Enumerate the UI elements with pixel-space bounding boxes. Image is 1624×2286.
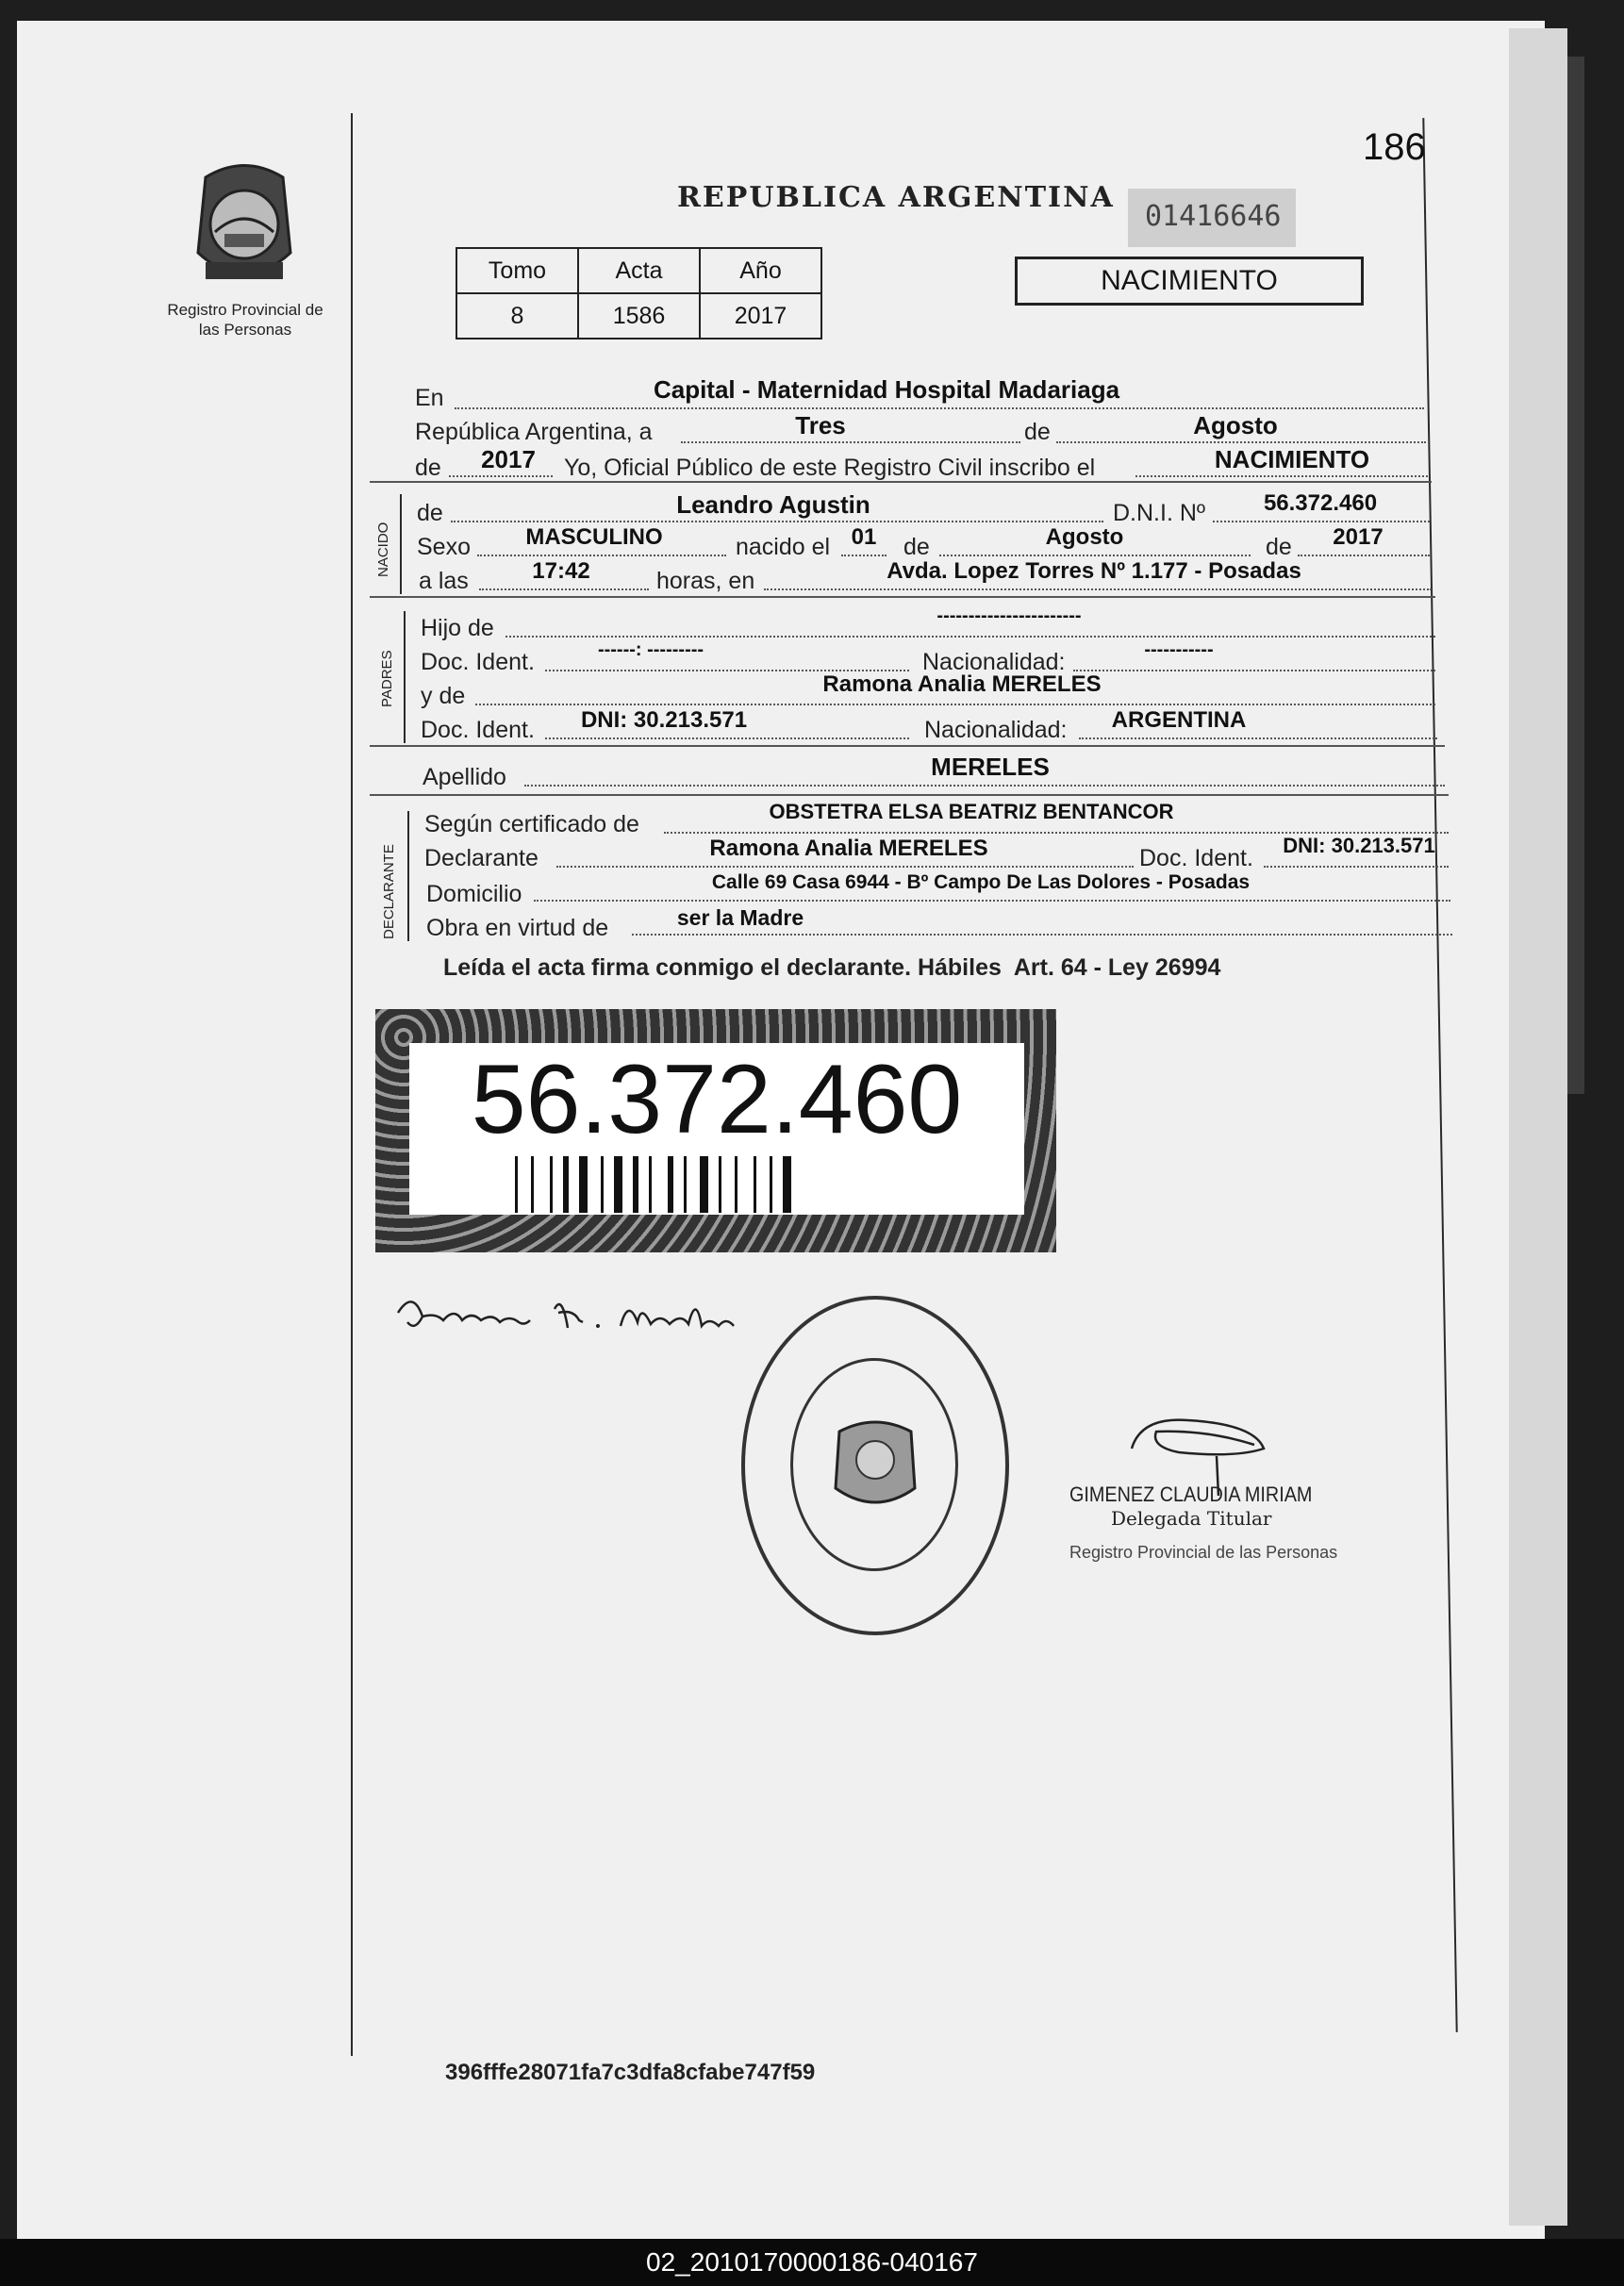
dotted-line [451,521,1103,522]
label-declarante: Declarante [424,845,539,871]
label-segun: Según certificado de [424,811,639,837]
label-obra: Obra en virtud de [426,915,609,941]
barcode-bar [684,1156,687,1213]
table-header-acta: Acta [578,248,700,293]
section-bar-declarante [407,811,409,941]
birth-place-value: Avda. Lopez Torres Nº 1.177 - Posadas [887,558,1301,584]
dotted-line [1079,737,1437,739]
barcode-bar [735,1156,737,1213]
country-title: REPUBLICA ARGENTINA [677,181,1115,214]
father-name-value: ----------------------- [936,605,1082,626]
dotted-line [632,934,1452,936]
label-hijo-de: Hijo de [421,615,494,641]
barcode-bar [633,1156,638,1213]
label-horas-en: horas, en [656,568,755,594]
page-edge-shadow [1567,57,1584,1094]
province-logo [177,158,311,292]
serial-number: 01416646 [1145,200,1282,233]
label-domicilio: Domicilio [426,881,522,907]
barcode-bar [563,1156,569,1213]
place-value: Capital - Maternidad Hospital Madariaga [653,375,1120,404]
table-header-ano: Año [700,248,821,293]
barcode-sticker [375,1009,1056,1252]
barcode-bar [531,1156,534,1213]
year-value: 2017 [481,445,536,473]
margin-rule [351,113,353,2056]
document-hash: 396fffe28071fa7c3dfa8cfabe747f59 [445,2060,816,2085]
dotted-line [681,441,1020,443]
section-divider [370,481,1432,483]
section-divider [370,596,1435,598]
label-dni: D.N.I. Nº [1113,500,1206,526]
dotted-line [1056,441,1426,443]
label-declarant-doc: Doc. Ident. [1139,845,1253,871]
doc-type-box [1015,257,1364,306]
address-value: Calle 69 Casa 6944 - Bº Campo De Las Dolores - Posadas [711,871,1251,893]
label-sexo: Sexo [417,534,471,560]
label-apellido: Apellido [423,764,506,790]
serial-stamp [1128,189,1296,247]
table-value-acta: 1586 [578,293,700,339]
table-header-tomo: Tomo [456,248,578,293]
tomo-acta-ano-table [456,247,822,340]
dotted-line [475,704,1435,705]
label-de-name: de [417,500,443,526]
dotted-line [479,588,649,590]
label-de-bmonth: de [903,534,930,560]
label-y-de: y de [421,683,466,709]
barcode-bar [614,1156,622,1213]
label-en: En [415,385,444,411]
dotted-line [1213,521,1430,522]
section-bar-nacido [400,494,402,594]
label-de-byear: de [1266,534,1292,560]
barcode-bar [668,1156,673,1213]
mother-name-value: Ramona Analia MERELES [822,671,1102,697]
dotted-line [1135,475,1428,477]
barcode-bar [579,1156,588,1213]
official-office: Registro Provincial de las Personas [1069,1543,1338,1562]
page-edge [1509,28,1567,2226]
dotted-line [545,737,909,739]
section-label-nacido: NACIDO [375,522,391,577]
declarant-signature [394,1284,743,1360]
declarant-value: Ramona Analia MERELES [709,836,988,861]
table-value-ano: 2017 [700,293,821,339]
label-de-year: de [415,455,441,481]
barcode-label [409,1043,1024,1215]
barcode-bar [649,1156,652,1213]
barcode-bar [550,1156,553,1213]
month-value: Agosto [1193,411,1278,439]
label-de-month: de [1024,419,1051,445]
dotted-line [1264,866,1449,868]
table-value-tomo: 8 [456,293,578,339]
label-yo: Yo, Oficial Público de este Registro Civil inscribo el [564,455,1096,481]
dotted-line [524,785,1445,787]
dotted-line [449,475,553,477]
official-title: Delegada Titular [1111,1507,1272,1530]
official-name: GIMENEZ CLAUDIA MIRIAM [1069,1483,1313,1506]
mother-doc-value: DNI: 30.213.571 [580,707,748,733]
barcode-bar [754,1156,756,1213]
dotted-line [841,555,887,556]
footer-filename: 02_2010170000186-040167 [646,2247,978,2277]
dotted-line [556,866,1134,868]
label-father-doc: Doc. Ident. [421,649,535,675]
label-mother-nat: Nacionalidad: [924,717,1068,743]
section-label-declarante: DECLARANTE [381,844,397,939]
birth-month-value: Agosto [1045,524,1124,550]
barcode-bar [770,1156,772,1213]
footer-filename-bar [0,2239,1624,2286]
birth-day-value: 01 [851,524,877,550]
barcode-number: 56.372.460 [471,1045,963,1154]
surname-value: MERELES [931,753,1050,781]
mother-nat-value: ARGENTINA [1111,707,1247,733]
section-divider [370,794,1449,796]
official-stamp [741,1296,1009,1635]
time-value: 17:42 [532,558,590,584]
father-nat-value: ----------- [1144,639,1214,660]
label-a-las: a las [419,568,469,594]
section-label-padres: PADRES [379,650,395,707]
label-republica: República Argentina, a [415,419,653,445]
closing-text: Leída el acta firma conmigo el declarante. Hábiles Art. 64 - Ley 26994 [443,954,1221,981]
label-nacido-el: nacido el [736,534,831,560]
dni-value: 56.372.460 [1263,490,1378,516]
dotted-line [1298,555,1430,556]
dotted-line [534,900,1450,902]
barcode-bar [601,1156,604,1213]
name-value: Leandro Agustin [676,490,870,519]
label-mother-doc: Doc. Ident. [421,717,535,743]
day-value: Tres [795,411,846,439]
certificate-value: OBSTETRA ELSA BEATRIZ BENTANCOR [769,800,1174,823]
page-number: 186 [1363,126,1426,168]
declarant-doc-value: DNI: 30.213.571 [1283,834,1435,857]
registry-label: Registro Provincial de las Personas [167,301,323,339]
barcode-bar [515,1156,518,1213]
stamp-emblem [745,1300,1005,1632]
barcode-bar [700,1156,708,1213]
dotted-line [939,555,1251,556]
birth-year-value: 2017 [1333,524,1384,550]
capacity-value: ser la Madre [676,905,804,930]
barcode-bar [719,1156,721,1213]
dotted-line [455,407,1424,409]
barcode-bar [783,1156,791,1213]
label-father-nat: Nacionalidad: [922,649,1066,675]
dotted-line [764,588,1432,590]
dotted-line [505,636,1435,638]
section-divider [370,745,1445,747]
doc-type: NACIMIENTO [1101,265,1278,296]
section-bar-padres [404,611,406,743]
dotted-line [477,555,726,556]
act-value: NACIMIENTO [1214,445,1370,473]
sex-value: MASCULINO [525,524,663,550]
father-doc-value: ------: --------- [597,639,704,660]
